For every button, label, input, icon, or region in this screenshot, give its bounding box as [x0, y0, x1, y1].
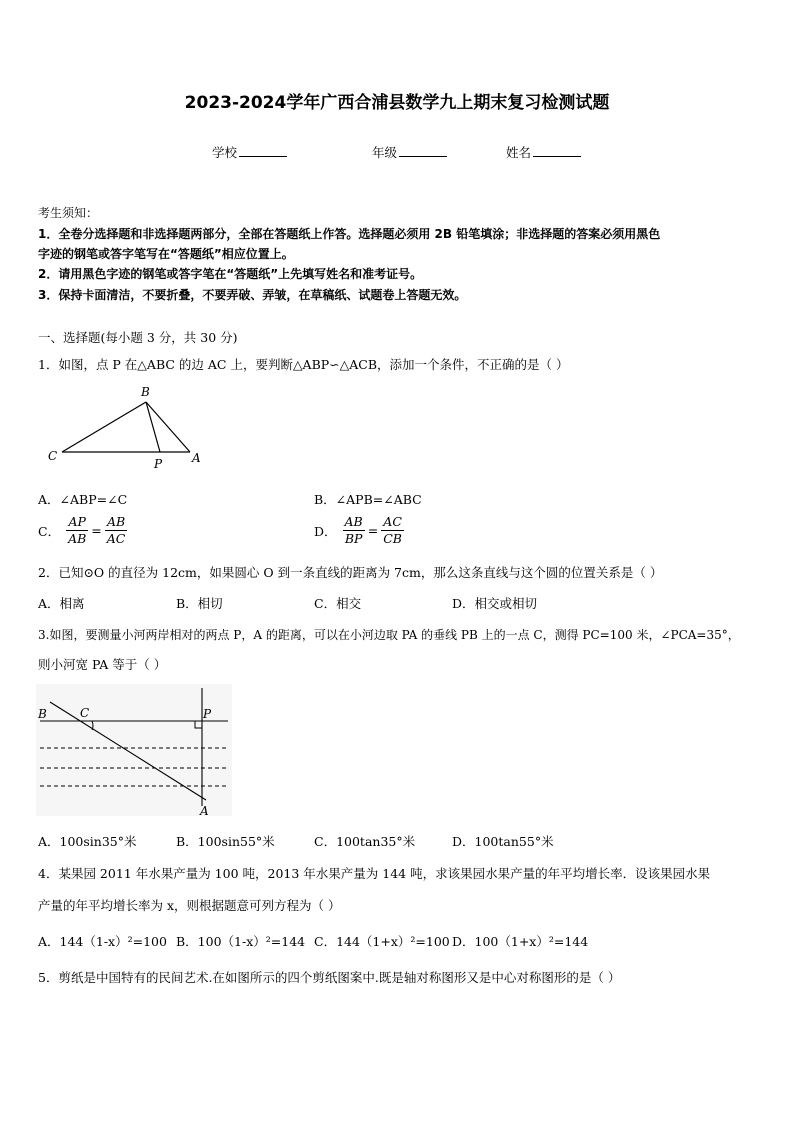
fraction: [381, 514, 404, 547]
q4-option-b: B．100（1-x）²=144: [176, 934, 306, 949]
label-c: C: [48, 449, 58, 463]
label-b: B: [38, 707, 47, 721]
q3-option-c: C．100tan35°米: [314, 834, 416, 849]
q3-stem-line-1: 3.如图，要测量小河两岸相对的两点 P，A 的距离，可以在小河边取 PA 的垂线 PB 上的一点 C，测得 PC=100 米，∠PCA=35°，: [38, 628, 740, 642]
denominator: CB: [383, 531, 402, 546]
q1-option-a: A．∠ABP=∠C: [38, 492, 128, 507]
q1-option-d-label: D．: [314, 523, 337, 539]
school-label: 学校: [212, 145, 238, 160]
numerator: AB: [344, 514, 363, 529]
q4-option-c: C．144（1+x）²=100: [314, 934, 450, 949]
q4-stem-line-2: 产量的年平均增长率为 x，则根据题意可列方程为（ ）: [38, 898, 341, 913]
school-field: [212, 143, 287, 161]
q4-option-a: A．144（1-x）²=100: [38, 934, 167, 949]
q4-option-d: D．100（1+x）²=144: [452, 934, 589, 949]
equals-sign: =: [367, 523, 379, 538]
label-a: A: [192, 451, 201, 465]
numerator: AP: [66, 514, 88, 531]
name-field: [506, 143, 581, 161]
q3-option-d: D．100tan55°米: [452, 834, 554, 849]
q4-stem-line-1: 4．某果园 2011 年水果产量为 100 吨，2013 年水果产量为 144 吨，求该果园水果产量的年平均增长率．设该果园水果: [38, 866, 711, 881]
notice-heading: 考生须知：: [38, 206, 99, 220]
q1-option-b: B．∠APB=∠ABC: [314, 492, 422, 507]
section-heading: 一、选择题(每小题 3 分，共 30 分): [38, 330, 238, 345]
q1-option-c-label: C．: [38, 523, 61, 539]
denominator: AB: [68, 531, 87, 546]
q1-option-c: [38, 514, 129, 547]
q3-option-a: A．100sin35°米: [38, 834, 137, 849]
q5-stem: 5．剪纸是中国特有的民间艺术.在如图所示的四个剪纸图案中.既是轴对称图形又是中心对称图形的是（ ）: [38, 970, 621, 985]
notice-line-1b: 字迹的钢笔或答字笔写在“答题纸”相应位置上。: [38, 247, 294, 261]
q2-option-a: A．相离: [38, 596, 85, 611]
q2-option-d: D．相交或相切: [452, 596, 538, 611]
fraction: [343, 514, 365, 547]
numerator: AC: [381, 514, 404, 531]
label-p: P: [154, 457, 163, 471]
edge-cb: [62, 402, 146, 452]
page-title: 2023-2024学年广西合浦县数学九上期末复习检测试题: [184, 93, 610, 113]
name-blank: [533, 144, 581, 157]
q3-river-figure: [36, 684, 236, 818]
q3-stem-line-2: 则小河宽 PA 等于（ ）: [38, 657, 167, 672]
grade-blank: [399, 144, 447, 157]
label-a: A: [200, 804, 209, 818]
label-p: P: [203, 707, 212, 721]
grade-field: [372, 143, 447, 161]
name-label: 姓名: [506, 145, 532, 160]
notice-line-3: 3．保持卡面清洁，不要折叠，不要弄破、弄皱，在草稿纸、试题卷上答题无效。: [38, 288, 467, 302]
q1-option-d: [314, 514, 406, 547]
label-c: C: [80, 706, 90, 720]
label-b: B: [141, 385, 150, 399]
q3-option-b: B．100sin55°米: [176, 834, 275, 849]
equals-sign: =: [91, 523, 102, 538]
q1-stem: 1．如图，点 P 在△ABC 的边 AC 上，要判断△ABP∽△ACB，添加一个条件，不正确的是（ ）: [38, 357, 569, 372]
q2-stem: 2．已知⊙O 的直径为 12cm，如果圆心 O 到一条直线的距离为 7cm，那么这条直线与这个圆的位置关系是（ ）: [38, 565, 663, 580]
fraction: [66, 514, 88, 547]
q2-option-b: B．相切: [176, 596, 223, 611]
notice-line-1a: 1．全卷分选择题和非选择题两部分，全部在答题纸上作答。选择题必须用 2B 铅笔填涂；非选择题的答案必须用黑色: [38, 227, 661, 241]
denominator: BP: [344, 531, 363, 546]
denominator: AC: [106, 531, 126, 546]
q2-option-c: C．相交: [314, 596, 362, 611]
q1-triangle-figure: [40, 380, 210, 472]
figure-background: [36, 684, 232, 816]
fraction: [105, 514, 128, 547]
school-blank: [239, 144, 287, 157]
grade-label: 年级: [372, 145, 398, 160]
numerator: AB: [105, 514, 128, 531]
notice-line-2: 2．请用黑色字迹的钢笔或答字笔在“答题纸”上先填写姓名和准考证号。: [38, 267, 423, 281]
